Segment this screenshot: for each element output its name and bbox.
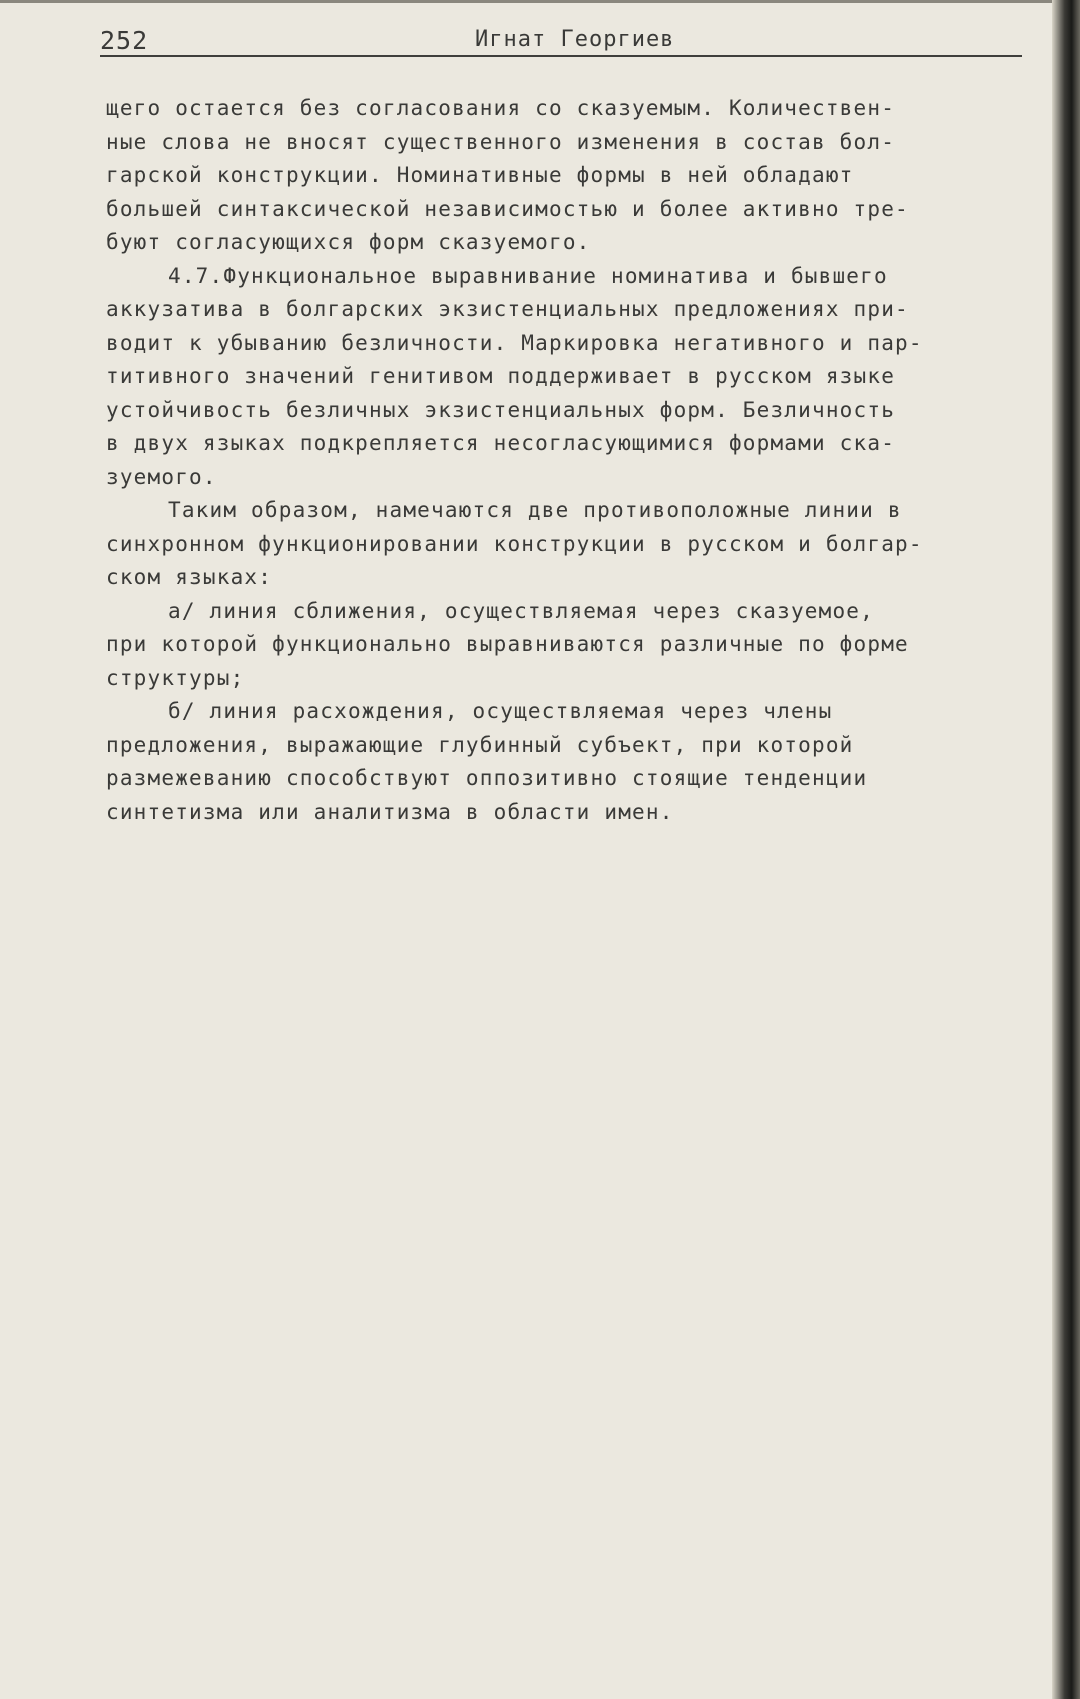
- page-number: 252: [100, 26, 149, 55]
- text-line: при которой функционально выравниваются различные по форме: [106, 632, 909, 656]
- text-line: ные слова не вносят существенного изменения в состав бол-: [106, 129, 896, 154]
- text-line: гарской конструкции. Номинативные формы в ней обладают: [106, 163, 854, 187]
- text-line: аккузатива в болгарских экзистенциальных предложениях при-: [106, 297, 909, 321]
- body-text: [106, 92, 1031, 829]
- text-line: большей синтаксической независимостью и более активно тре-: [106, 196, 909, 221]
- text-line: структуры;: [106, 665, 245, 690]
- paragraph-start-line: Таким образом, намечаются две противоположные линии в: [168, 498, 902, 522]
- header-rule: [100, 55, 1022, 57]
- text-line: титивного значений генитивом поддерживает в русском языке: [106, 364, 896, 388]
- text-line: устойчивость безличных экзистенциальных форм. Безличность: [106, 397, 896, 422]
- page-header: [100, 24, 1022, 58]
- text-line: ском языках:: [106, 565, 273, 589]
- text-line: зуемого.: [106, 464, 217, 489]
- list-item-b: б/ линия расхождения, осуществляемая через члены: [168, 699, 833, 723]
- paragraph-start-line: 4.7.Функциональное выравнивание номинатива и бывшего: [168, 263, 888, 288]
- text-line: синхронном функционировании конструкции в русском и болгар-: [106, 531, 923, 556]
- text-line: синтетизма или аналитизма в области имен.: [106, 799, 674, 824]
- text-line: размежеванию способствуют оппозитивно стоящие тенденции: [106, 766, 868, 790]
- text-line: предложения, выражающие глубинный субъект, при которой: [106, 732, 854, 757]
- running-head-author: Игнат Георгиев: [475, 27, 675, 52]
- list-item-a: а/ линия сближения, осуществляемая через сказуемое,: [168, 598, 874, 623]
- text-line: щего остается без согласования со сказуемым. Количествен-: [106, 96, 896, 120]
- book-spine-shadow: [1052, 0, 1080, 1699]
- page-top-edge: [0, 0, 1060, 3]
- text-line: буют согласующихся форм сказуемого.: [106, 230, 591, 254]
- text-line: в двух языках подкрепляется несогласующимися формами ска-: [106, 431, 896, 455]
- text-line: водит к убыванию безличности. Маркировка негативного и пар-: [106, 330, 923, 355]
